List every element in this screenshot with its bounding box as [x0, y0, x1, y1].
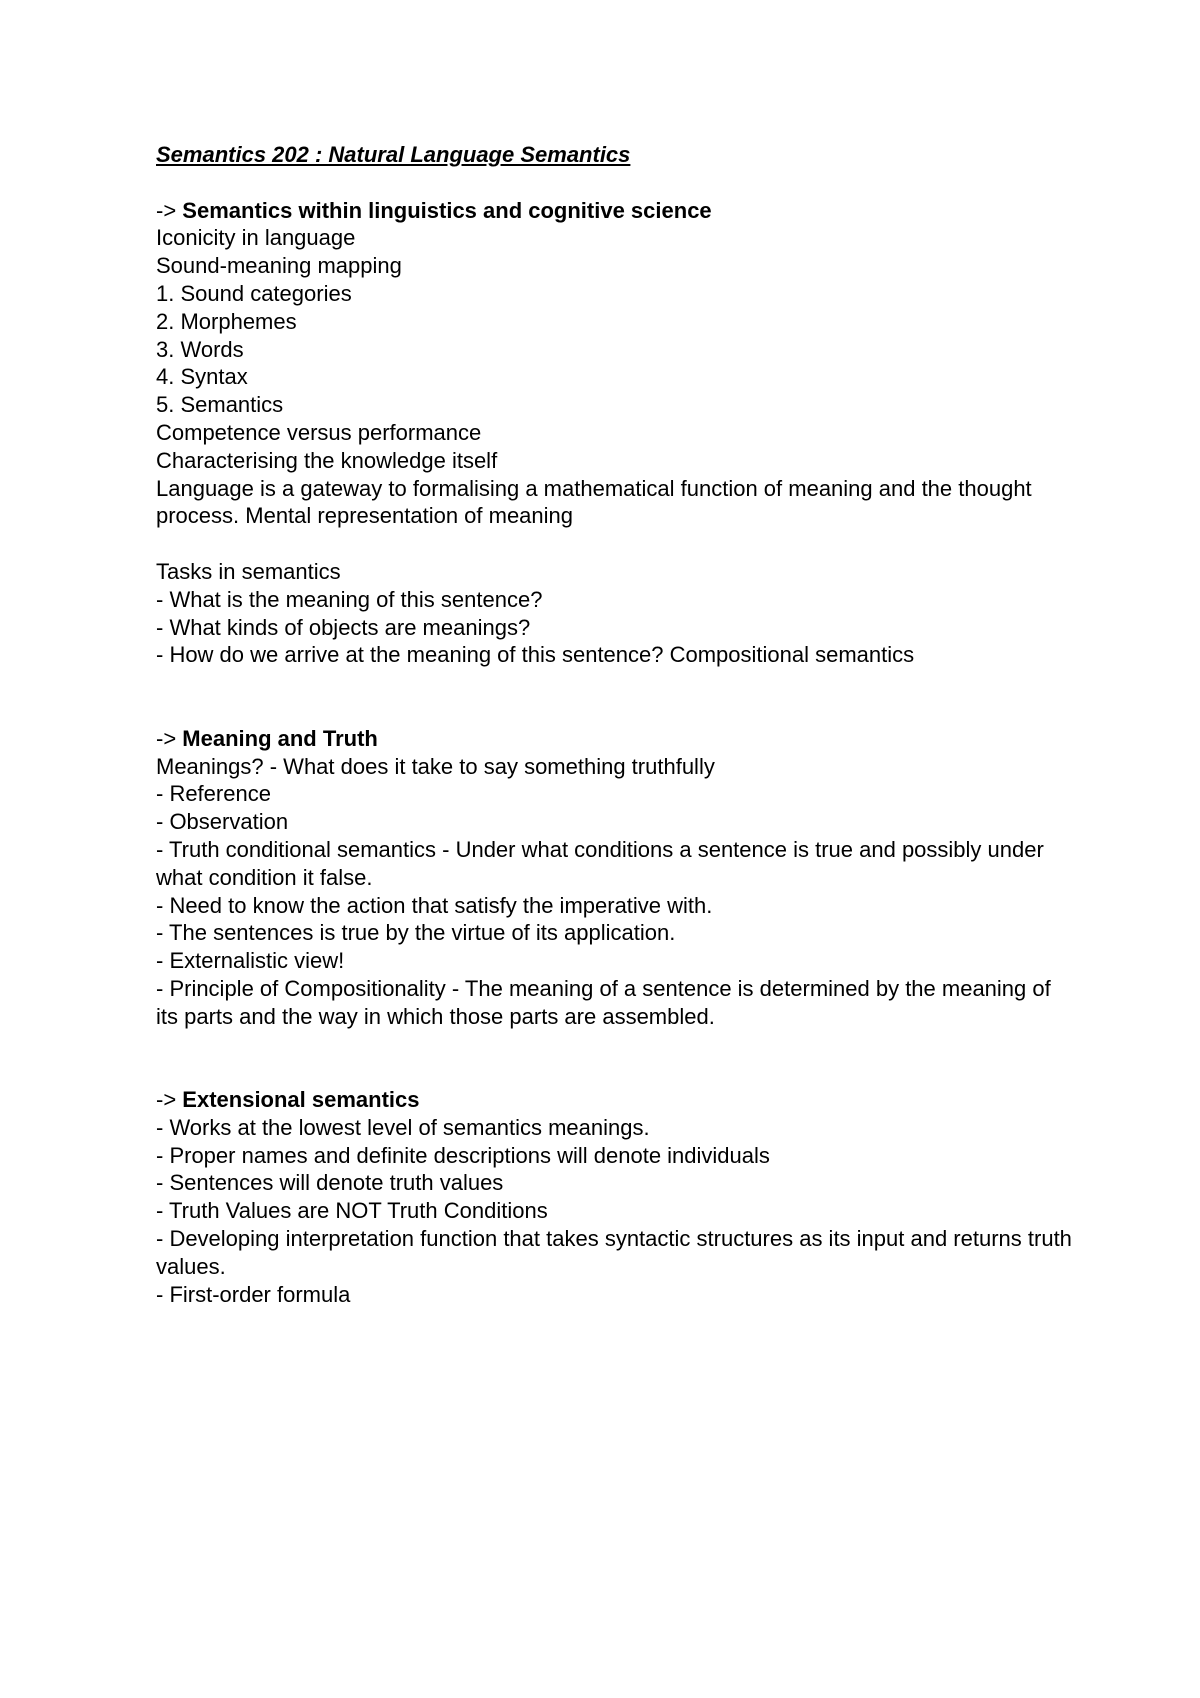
section-heading-text: Semantics within linguistics and cognitive science — [182, 197, 712, 223]
list-item: - First-order formula — [156, 1281, 351, 1307]
list-item: - Works at the lowest level of semantics meanings. — [156, 1114, 650, 1140]
spacer — [156, 1031, 1076, 1087]
document-title: Semantics 202 : Natural Language Semantics — [156, 142, 631, 167]
section-heading — [156, 725, 1076, 753]
section-heading-text: Meaning and Truth — [182, 725, 378, 751]
section-heading — [156, 1086, 1076, 1114]
list-item: - What is the meaning of this sentence? — [156, 586, 543, 612]
list-item: 3. Words — [156, 336, 244, 362]
section-semantics-within-linguistics — [156, 197, 1076, 531]
text-line: Meanings? - What does it take to say something truthfully — [156, 753, 715, 779]
list-item: - What kinds of objects are meanings? — [156, 614, 531, 640]
section-heading — [156, 197, 1076, 225]
text-paragraph: Language is a gateway to formalising a mathematical function of meaning and the thought process. Mental representation of meaning — [156, 475, 1032, 529]
spacer — [156, 530, 1076, 558]
section-tasks-in-semantics — [156, 558, 1076, 669]
list-item: - Reference — [156, 781, 271, 807]
list-item: - Observation — [156, 809, 289, 835]
list-item: - The sentences is true by the virtue of its application. — [156, 920, 676, 946]
list-item: - Developing interpretation function that takes syntactic structures as its input and returns truth values. — [156, 1226, 1072, 1279]
arrow-marker: -> — [156, 1087, 183, 1113]
section-heading-text: Extensional semantics — [182, 1087, 420, 1113]
list-item: 2. Morphemes — [156, 308, 297, 334]
spacer — [156, 169, 1076, 197]
arrow-marker: -> — [156, 725, 183, 751]
list-item: - Truth conditional semantics - Under what conditions a sentence is true and possibly under what condition it false. — [156, 836, 1044, 890]
text-line: Characterising the knowledge itself — [156, 447, 498, 473]
list-item: 1. Sound categories — [156, 280, 352, 306]
text-line: Competence versus performance — [156, 419, 482, 445]
text-line: Iconicity in language — [156, 225, 356, 251]
list-item: - Truth Values are NOT Truth Conditions — [156, 1198, 548, 1224]
list-item: - Sentences will denote truth values — [156, 1170, 504, 1196]
list-item: 4. Syntax — [156, 364, 248, 390]
list-item: 5. Semantics — [156, 392, 284, 418]
section-extensional-semantics — [156, 1086, 1076, 1308]
section-meaning-and-truth — [156, 725, 1076, 1031]
text-line: Sound-meaning mapping — [156, 253, 402, 279]
tasks-heading: Tasks in semantics — [156, 558, 341, 584]
list-item: - Principle of Compositionality - The meaning of a sentence is determined by the meaning of its parts and the way in which those parts are assembled. — [156, 975, 1051, 1029]
list-item: - Need to know the action that satisfy the imperative with. — [156, 892, 713, 918]
list-item: - How do we arrive at the meaning of this sentence? Compositional semantics — [156, 642, 915, 668]
document-page — [156, 141, 1076, 1308]
arrow-marker: -> — [156, 197, 183, 223]
spacer — [156, 669, 1076, 725]
list-item: - Proper names and definite descriptions will denote individuals — [156, 1142, 770, 1168]
list-item: - Externalistic view! — [156, 948, 345, 974]
